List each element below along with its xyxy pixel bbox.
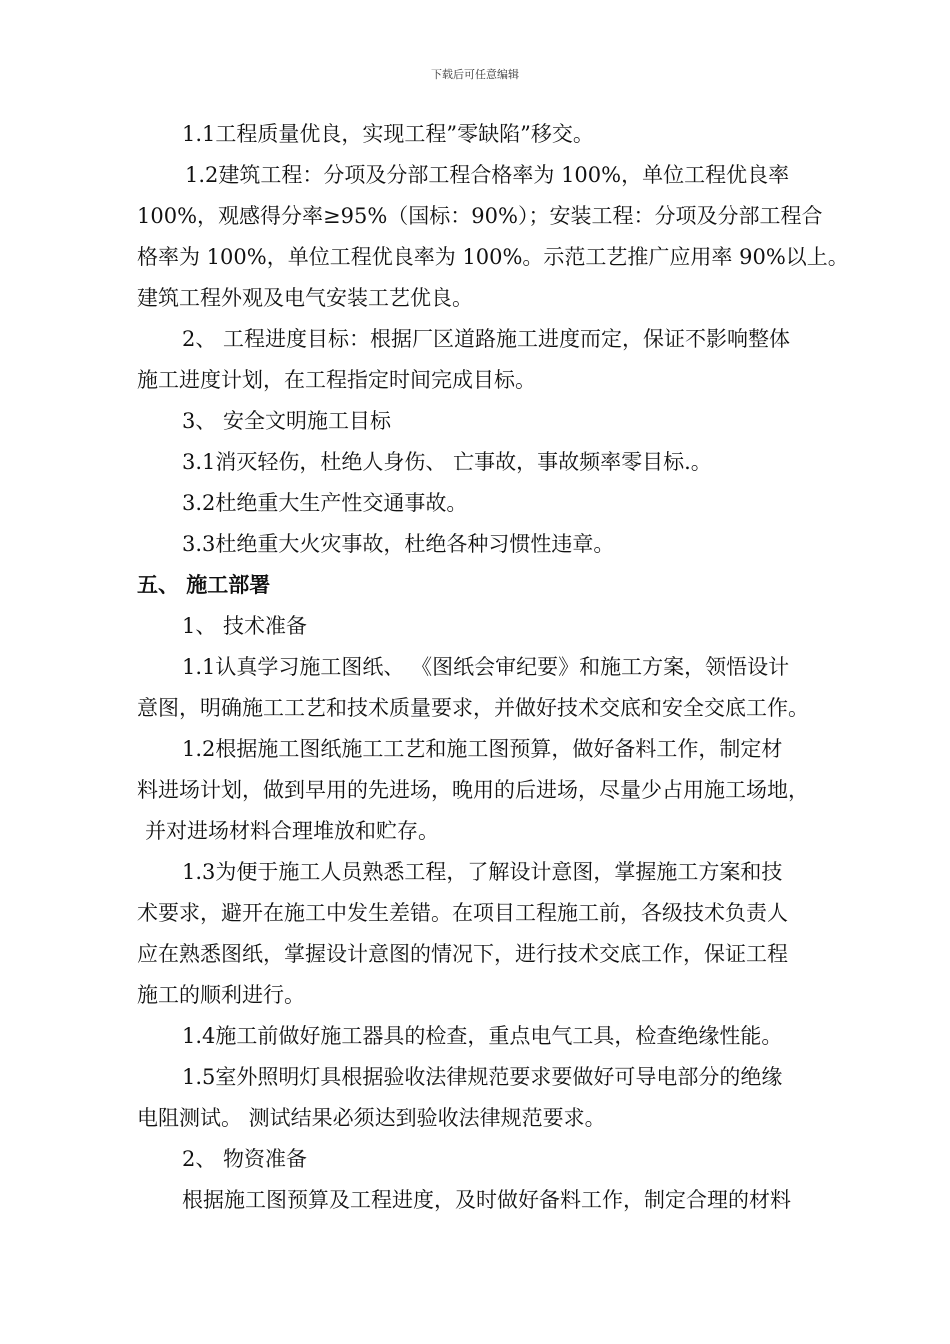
document-body: [137, 114, 867, 1221]
header-note: 下载后可任意编辑: [431, 68, 519, 81]
section-heading: 五、 施工部署: [137, 573, 271, 597]
paragraph-line: 意图，明确施工工艺和技术质量要求，并做好技术交底和安全交底工作。: [137, 696, 809, 720]
paragraph-line: 术要求，避开在施工中发生差错。在项目工程施工前，各级技术负责人: [137, 901, 788, 925]
paragraph-line: 1.2根据施工图纸施工工艺和施工图预算，做好备料工作，制定材: [182, 737, 783, 761]
paragraph-line: 施工的顺利进行。: [137, 983, 305, 1007]
paragraph-line: 格率为 100%，单位工程优良率为 100%。示范工艺推广应用率 90%以上。: [137, 245, 849, 269]
paragraph-line: 施工进度计划，在工程指定时间完成目标。: [137, 368, 536, 392]
paragraph-line: 应在熟悉图纸，掌握设计意图的情况下，进行技术交底工作，保证工程: [137, 942, 788, 966]
paragraph-line: 1.5室外照明灯具根据验收法律规范要求要做好可导电部分的绝缘: [182, 1065, 783, 1089]
paragraph-line: 1.2建筑工程：分项及分部工程合格率为 100%，单位工程优良率: [185, 163, 790, 187]
paragraph-line: 3、 安全文明施工目标: [182, 409, 392, 433]
paragraph-line: 料进场计划，做到早用的先进场，晚用的后进场，尽量少占用施工场地，: [137, 778, 809, 802]
paragraph-line: 根据施工图预算及工程进度，及时做好备料工作，制定合理的材料: [182, 1188, 791, 1212]
paragraph-line: 2、 物资准备: [182, 1147, 308, 1171]
paragraph-line: 3.2杜绝重大生产性交通事故。: [182, 491, 468, 515]
paragraph-line: 1.3为便于施工人员熟悉工程，了解设计意图，掌握施工方案和技: [182, 860, 783, 884]
paragraph-line: 100%，观感得分率≥95%（国标：90%）；安装工程：分项及分部工程合: [137, 204, 823, 228]
paragraph-line: 电阻测试。 测试结果必须达到验收法律规范要求。: [137, 1106, 606, 1130]
paragraph-line: 1.4施工前做好施工器具的检查，重点电气工具，检查绝缘性能。: [182, 1024, 783, 1048]
paragraph-line: 1.1工程质量优良，实现工程”零缺陷”移交。: [182, 122, 594, 146]
paragraph-line: 1、 技术准备: [182, 614, 308, 638]
paragraph-line: 1.1认真学习施工图纸、 《图纸会审纪要》和施工方案，领悟设计: [182, 655, 790, 679]
paragraph-line: 3.3杜绝重大火灾事故，杜绝各种习惯性违章。: [182, 532, 615, 556]
paragraph-line: 并对进场材料合理堆放和贮存。: [145, 819, 439, 843]
paragraph-line: 3.1消灭轻伤，杜绝人身伤、 亡事故，事故频率零目标.。: [182, 450, 712, 474]
paragraph-line: 建筑工程外观及电气安装工艺优良。: [137, 286, 473, 310]
paragraph-line: 2、 工程进度目标：根据厂区道路施工进度而定，保证不影响整体: [182, 327, 791, 351]
